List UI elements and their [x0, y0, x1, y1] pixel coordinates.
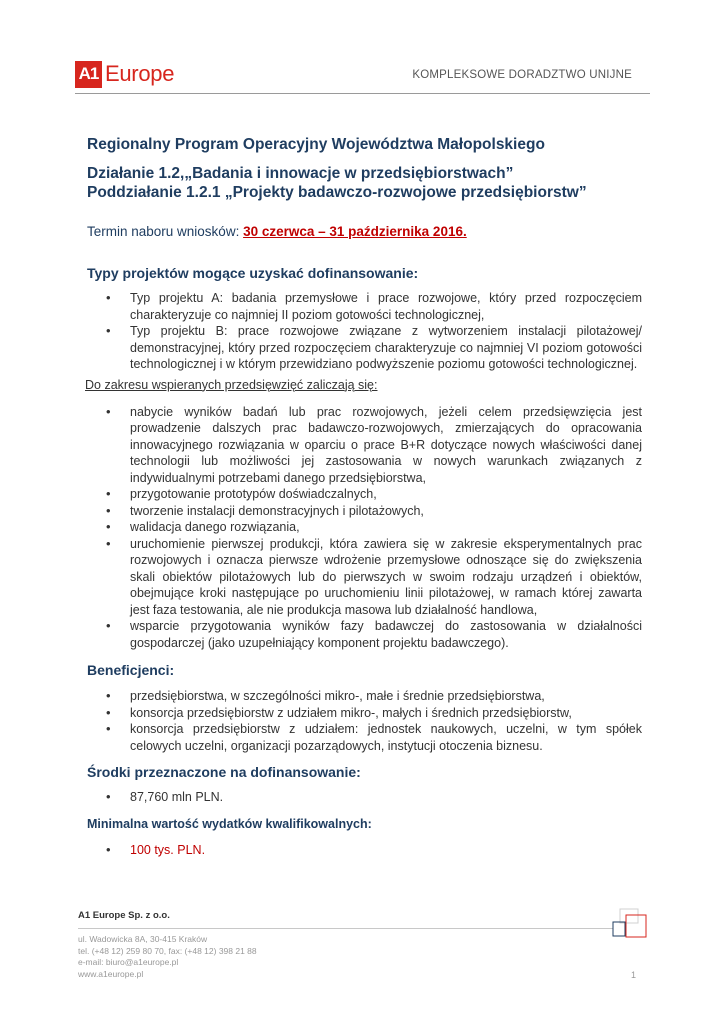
footer-squares-icon	[612, 908, 648, 940]
zakres-list	[87, 404, 642, 652]
list-item: • 87,760 mln PLN.	[87, 789, 642, 806]
zakres-heading: Do zakresu wspieranych przedsięwzięć zaliczają się:	[85, 377, 378, 392]
list-item: • uruchomienie pierwszej produkcji, która zawiera się w zakresie eksperymentalnych prac rozwojowych i oznacza pierwsze wdrożenie przemysłowe odnoszące się do zwiększenia skali obiektów pilotażowych lub do pierwszych w swoim rodzaju urządzeń i obiektów, obejmujące kroki następujące po uruchomieniu linii pilotażowej, w ramach której zawarta jest faza testowania, ale nie produkcja masowa lub działalność handlowa,	[87, 536, 642, 619]
termin-date: 30 czerwca – 31 października 2016.	[243, 224, 467, 239]
srodki-heading: Środki przeznaczone na dofinansowanie:	[87, 764, 361, 780]
footer-email[interactable]: e-mail: biuro@a1europe.pl	[78, 957, 179, 967]
footer-website[interactable]: www.a1europe.pl	[78, 968, 144, 979]
minimalna-list	[87, 842, 642, 859]
list-item: • konsorcja przedsiębiorstw z udziałem mikro-, małych i średnich przedsiębiorstw,	[87, 705, 642, 722]
termin-label: Termin naboru wniosków:	[87, 224, 244, 239]
footer-contact	[78, 934, 257, 980]
beneficjenci-heading: Beneficjenci:	[87, 662, 175, 678]
typy-list	[87, 290, 642, 373]
page-footer	[78, 910, 648, 990]
page-number: 1	[630, 970, 636, 980]
footer-divider	[78, 928, 613, 929]
footer-phone: tel. (+48 12) 259 80 70, fax: (+48 12) 398 21 88	[78, 945, 257, 956]
dzialanie-title: Działanie 1.2,„Badania i innowacje w przedsiębiorstwach”	[87, 165, 514, 182]
list-item: • nabycie wyników badań lub prac rozwojowych, jeżeli celem przedsięwzięcia jest prowadzenie dalszych prac badawczo-rozwojowych, zmierzających do opracowania innowacyjnego rozwiązania w oparciu o prace B+R dotyczące nowych właściwości danej technologii lub możliwości jej zastosowania w nowych warunkach związanych z indywidualnymi potrzebami danego przedsiębiorstwa,	[87, 404, 642, 487]
document-body	[87, 135, 642, 858]
header-tagline: KOMPLEKSOWE DORADZTWO UNIJNE	[412, 69, 632, 81]
logo-mark: A1	[75, 61, 102, 88]
beneficjenci-list	[87, 688, 642, 754]
list-item: • przygotowanie prototypów doświadczalnych,	[87, 486, 642, 503]
list-item: • tworzenie instalacji demonstracyjnych i pilotażowych,	[87, 503, 642, 520]
footer-company: A1 Europe Sp. z o.o.	[78, 910, 170, 921]
poddzialanie-title: Poddziałanie 1.2.1 „Projekty badawczo-rozwojowe przedsiębiorstw”	[87, 184, 587, 201]
typy-heading: Typy projektów mogące uzyskać dofinansowanie:	[87, 265, 419, 281]
list-item: • 100 tys. PLN.	[87, 842, 642, 859]
program-title: Regionalny Program Operacyjny Województwa Małopolskiego	[87, 136, 545, 153]
list-item: • Typ projektu B: prace rozwojowe związane z wytworzeniem instalacji pilotażowej/ demonstracyjnej, który przed rozpoczęciem charakteryzuje co najmniej VI poziom gotowości technologicznej i w którym przewidziano podwyższenie poziomu gotowości technologicznej.	[87, 323, 642, 373]
srodki-list	[87, 789, 642, 806]
list-item: • Typ projektu A: badania przemysłowe i prace rozwojowe, który przed rozpoczęciem charakteryzuje co najmniej II poziom gotowości technologicznej,	[87, 290, 642, 323]
logo-text: Europe	[105, 61, 175, 86]
a1-europe-logo	[75, 60, 174, 88]
minimalna-heading: Minimalna wartość wydatków kwalifikowalnych:	[87, 816, 372, 831]
list-item: • konsorcja przedsiębiorstw z udziałem: jednostek naukowych, uczelni, w tym spółek celowych uczelni, organizacji pozarządowych, instytucji otoczenia biznesu.	[87, 721, 642, 754]
termin-naboru	[87, 224, 642, 239]
header-divider	[75, 93, 650, 94]
list-item: • wsparcie przygotowania wyników fazy badawczej do zastosowania w działalności gospodarczej (jako uzupełniający komponent projektu badawczego).	[87, 618, 642, 651]
footer-address: ul. Wadowicka 8A, 30-415 Kraków	[78, 934, 208, 944]
list-item: • przedsiębiorstwa, w szczególności mikro-, małe i średnie przedsiębiorstwa,	[87, 688, 642, 705]
page-header	[75, 60, 650, 94]
list-item: • walidacja danego rozwiązania,	[87, 519, 642, 536]
